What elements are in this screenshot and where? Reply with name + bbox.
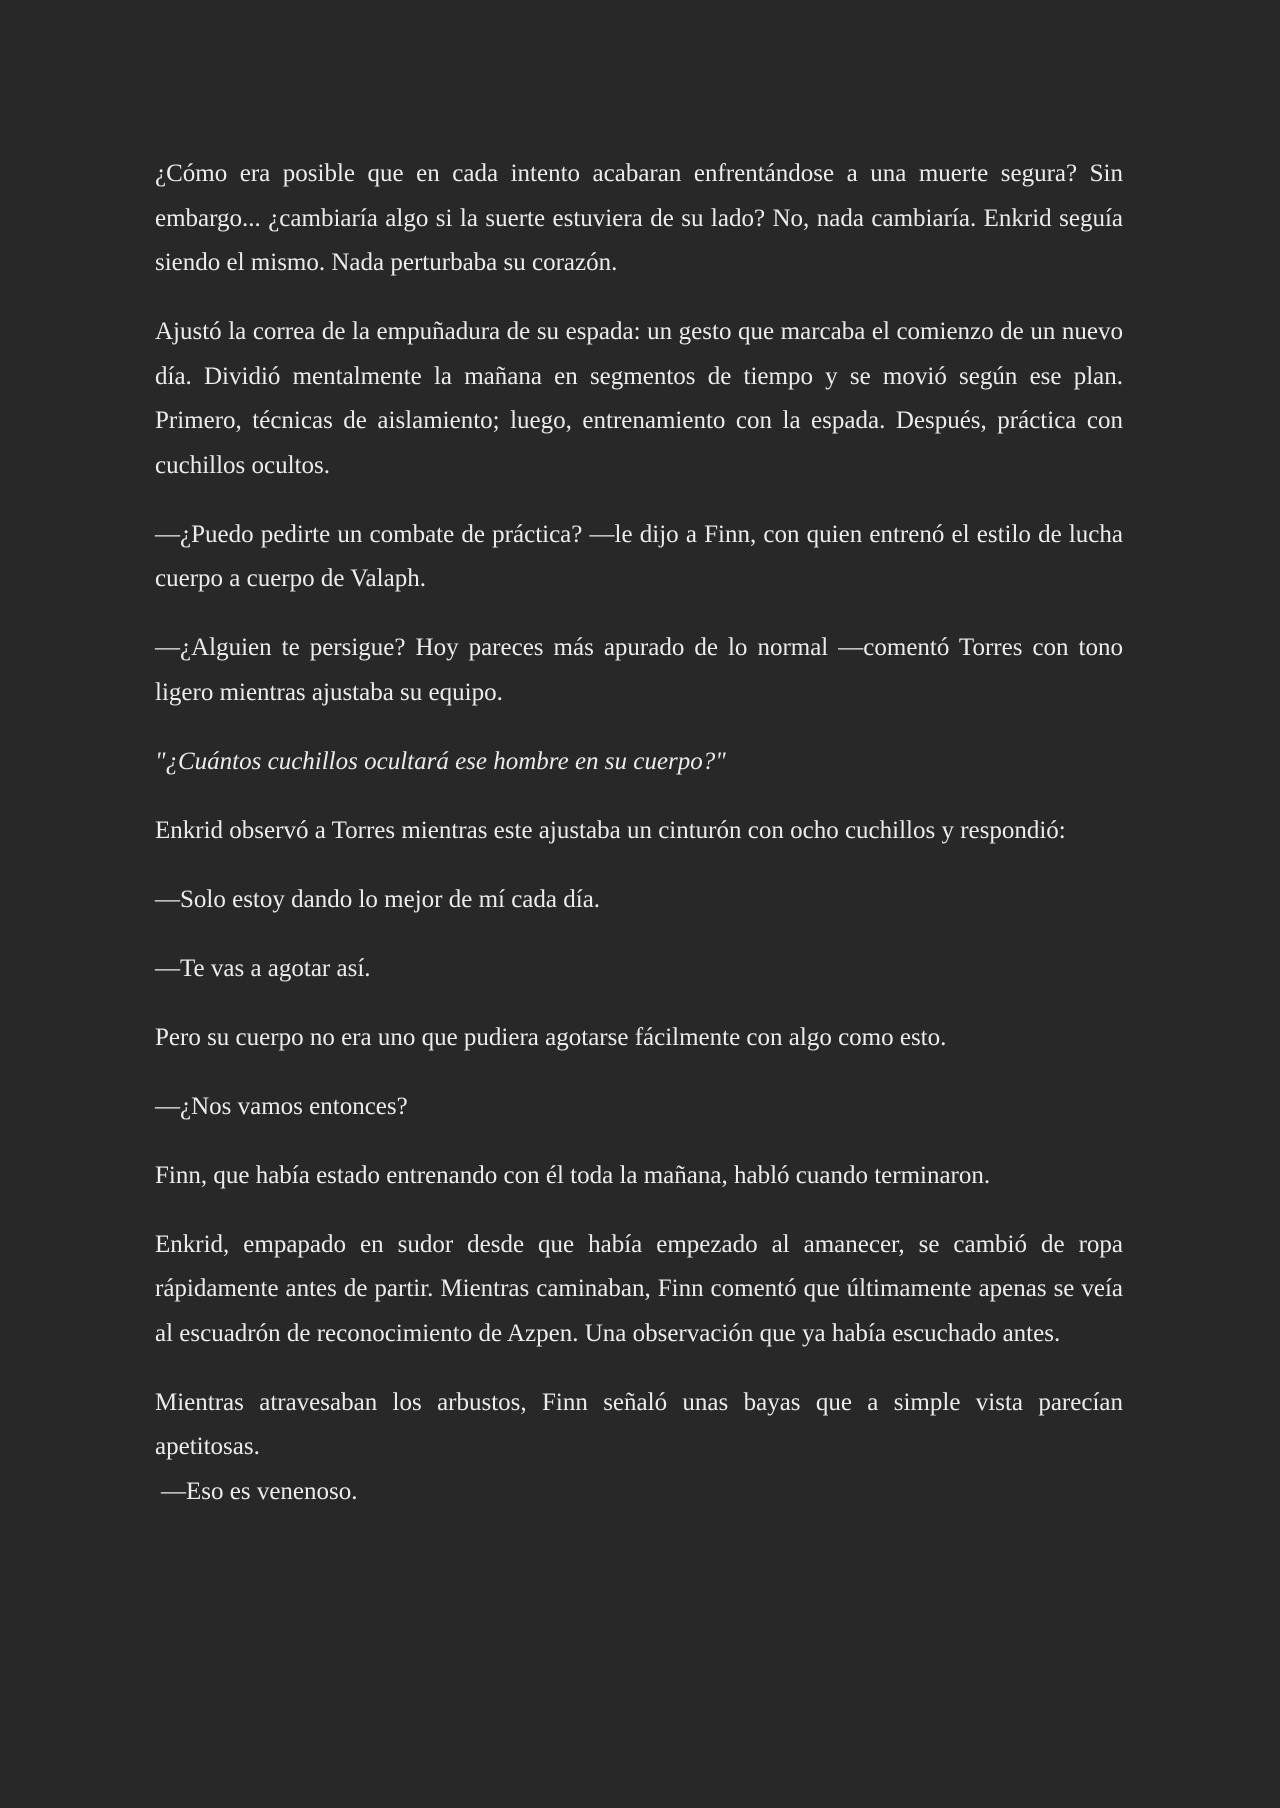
paragraph-8: —Te vas a agotar así. bbox=[155, 954, 371, 982]
paragraph-1: ¿Cómo era posible que en cada intento acabaran enfrentándose a una muerte segura? Sin embargo... ¿cambiaría algo si la suerte estuviera de su lado? No, nada cambiaría. Enkrid seguía siendo el mismo. Nada perturbaba su corazón. bbox=[155, 160, 1123, 276]
paragraph-3: —¿Puedo pedirte un combate de práctica? —le dijo a Finn, con quien entrenó el estilo de lucha cuerpo a cuerpo de Valaph. bbox=[155, 520, 1123, 592]
reading-page bbox=[155, 152, 1123, 1539]
paragraph-7: —Solo estoy dando lo mejor de mí cada día. bbox=[155, 885, 601, 913]
paragraph-13 bbox=[155, 1381, 1123, 1515]
paragraph-5-thought: "¿Cuántos cuchillos ocultará ese hombre en su cuerpo?" bbox=[155, 747, 726, 775]
paragraph-4: —¿Alguien te persigue? Hoy pareces más apurado de lo normal —comentó Torres con tono ligero mientras ajustaba su equipo. bbox=[155, 634, 1123, 706]
paragraph-13-final-line: —Eso es venenoso. bbox=[161, 1477, 358, 1505]
paragraph-11: Finn, que había estado entrenando con él toda la mañana, habló cuando terminaron. bbox=[155, 1161, 991, 1189]
paragraph-10: —¿Nos vamos entonces? bbox=[155, 1092, 408, 1120]
paragraph-2: Ajustó la correa de la empuñadura de su espada: un gesto que marcaba el comienzo de un nuevo día. Dividió mentalmente la mañana en segmentos de tiempo y se movió según ese plan. Primero, técnicas de aislamiento; luego, entrenamiento con la espada. Después, práctica con cuchillos ocultos. bbox=[155, 318, 1123, 479]
paragraph-6: Enkrid observó a Torres mientras este ajustaba un cinturón con ocho cuchillos y respondió: bbox=[155, 816, 1066, 844]
paragraph-9: Pero su cuerpo no era uno que pudiera agotarse fácilmente con algo como esto. bbox=[155, 1023, 947, 1051]
paragraph-13-text: Mientras atravesaban los arbustos, Finn señaló unas bayas que a simple vista parecían apetitosas. bbox=[155, 1388, 1123, 1460]
paragraph-12: Enkrid, empapado en sudor desde que había empezado al amanecer, se cambió de ropa rápidamente antes de partir. Mientras caminaban, Finn comentó que últimamente apenas se veía al escuadrón de reconocimiento de Azpen. Una observación que ya había escuchado antes. bbox=[155, 1230, 1123, 1347]
